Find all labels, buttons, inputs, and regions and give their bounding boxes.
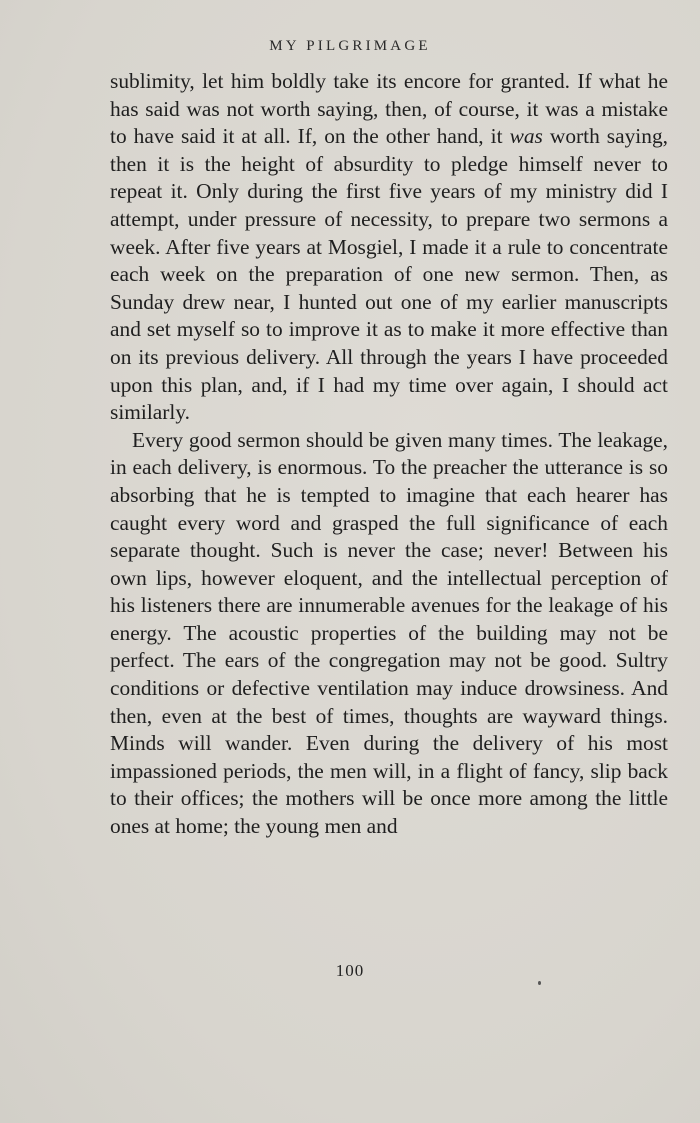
body-text xyxy=(110,68,668,841)
paragraph-1-text-before: sublimity, let him boldly take its encore for granted. If what he has said was not worth saying, then, of course, it was a mistake to have said it at all. If, on the other hand, it xyxy=(110,69,668,149)
italic-emphasis: was xyxy=(509,124,543,149)
page-number: 100 xyxy=(335,961,365,980)
running-head: MY PILGRIMAGE xyxy=(269,38,431,54)
paper-speck xyxy=(538,981,541,985)
paragraph-1-text-after: worth saying, then it is the height of absurdity to pledge himself never to repeat it. Only during the first five years of my ministry did I attempt, under pressure of necessity, to prepare two sermons a week. After five years at Mosgiel, I made it a rule to concentrate each week on the preparation of one new sermon. Then, as Sunday drew near, I hunted out one of my earlier manuscripts and set myself so to improve it as to make it more effective than on its previous delivery. All through the years I have proceeded upon this plan, and, if I had my time over again, I should act similarly. xyxy=(110,124,668,425)
paragraph-2: Every good sermon should be given many times. The leakage, in each delivery, is enormous. To the preacher the utterance is so absorbing that he is tempted to imagine that each hearer has caught every word and grasped the full significance of each separate thought. Such is never the case; never! Between his own lips, however eloquent, and the intellectual perception of his listeners there are innumerable avenues for the leakage of his energy. The acoustic properties of the building may not be perfect. The ears of the congregation may not be good. Sultry conditions or defective ventilation may induce drowsiness. And then, even at the best of times, thoughts are wayward things. Minds will wander. Even during the delivery of his most impassioned periods, the men will, in a flight of fancy, slip back to their offices; the mothers will be once more among the little ones at home; the young men and xyxy=(110,427,668,839)
paragraph-1 xyxy=(110,68,668,427)
